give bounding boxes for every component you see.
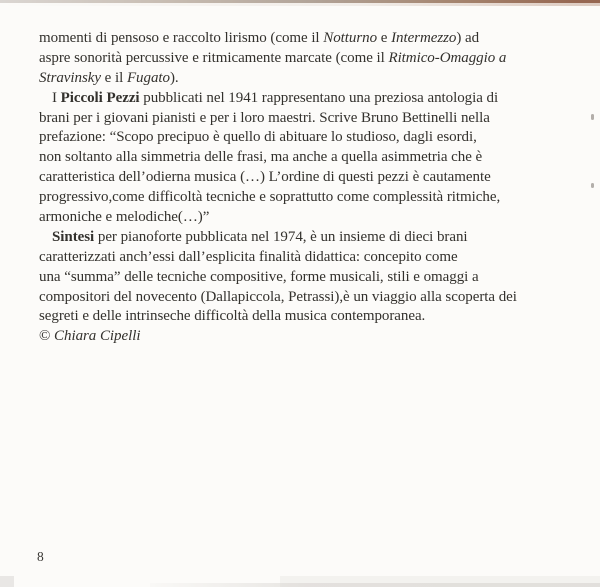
text-segment: pubblicati nel 1941 rappresentano una preziosa antologia di bbox=[139, 89, 499, 106]
text-segment: I bbox=[52, 89, 61, 106]
text-segment: compositori del novecento (Dallapiccola, Petrassi),è un viaggio alla scoperta dei bbox=[39, 288, 517, 305]
text-segment: e bbox=[377, 30, 392, 46]
text-segment: per pianoforte pubblicata nel 1974, è un insieme di dieci brani bbox=[94, 228, 468, 245]
text-block bbox=[39, 29, 584, 347]
text-segment: non soltanto alla simmetria delle frasi, ma anche a quella asimmetria che è bbox=[39, 149, 483, 166]
text-segment: Chiara Cipelli bbox=[54, 328, 141, 345]
text-segment: Intermezzo bbox=[391, 30, 457, 46]
text-line bbox=[39, 49, 584, 69]
text-segment: caratterizzati anch’essi dall’esplicita finalità didattica: concepito come bbox=[39, 248, 458, 265]
text-line bbox=[39, 29, 584, 49]
text-line bbox=[39, 109, 584, 129]
text-line bbox=[39, 148, 584, 168]
text-segment: Ritmico-Omaggio a bbox=[388, 49, 507, 66]
text-segment: Sintesi bbox=[52, 228, 95, 245]
text-segment: ) ad bbox=[456, 30, 480, 46]
text-line bbox=[39, 228, 584, 248]
text-segment: Fugato bbox=[126, 69, 170, 86]
text-segment: aspre sonorità percussive e ritmicamente marcate (come il bbox=[39, 49, 389, 66]
text-line bbox=[39, 69, 584, 89]
text-segment: una “summa” delle tecniche compositive, forme musicali, stili e omaggi a bbox=[39, 268, 479, 285]
scan-bottom-right-tint bbox=[280, 576, 600, 587]
text-line bbox=[39, 248, 584, 268]
text-line bbox=[39, 128, 584, 148]
page-number: 8 bbox=[37, 549, 44, 564]
text-segment: e il bbox=[100, 69, 127, 86]
text-segment: brani per i giovani pianisti e per i loro maestri. Scrive Bruno Bettinelli nella bbox=[39, 109, 490, 126]
text-segment: Piccoli Pezzi bbox=[60, 89, 140, 106]
text-segment: momenti di pensoso e raccolto lirismo (come il bbox=[39, 30, 324, 46]
scan-corner-patch bbox=[0, 576, 14, 587]
text-segment: caratteristica dell’odierna musica (…) L’ordine di questi pezzi è cautamente bbox=[39, 169, 491, 186]
text-segment: Notturno bbox=[323, 30, 378, 46]
text-line bbox=[39, 268, 584, 288]
text-line bbox=[39, 327, 584, 347]
text-segment: armoniche e melodiche(…)” bbox=[39, 209, 210, 226]
text-line bbox=[39, 89, 584, 109]
text-segment: © bbox=[39, 328, 55, 345]
scan-top-edge-fade bbox=[0, 3, 600, 6]
text-segment: prefazione: “Scopo precipuo è quello di abituare lo studioso, dagli esordi, bbox=[39, 129, 477, 146]
text-line bbox=[39, 288, 584, 308]
scan-speck bbox=[591, 114, 594, 120]
scan-speck bbox=[591, 183, 594, 188]
text-segment: progressivo,come difficoltà tecniche e soprattutto come complessità ritmiche, bbox=[39, 189, 501, 206]
text-segment: ). bbox=[169, 69, 179, 86]
text-line bbox=[39, 188, 584, 208]
text-line bbox=[39, 208, 584, 228]
text-segment: segreti e delle intrinseche difficoltà della musica contemporanea. bbox=[39, 308, 426, 325]
text-segment: Stravinsky bbox=[39, 69, 101, 86]
text-line bbox=[39, 307, 584, 327]
text-line bbox=[39, 168, 584, 188]
